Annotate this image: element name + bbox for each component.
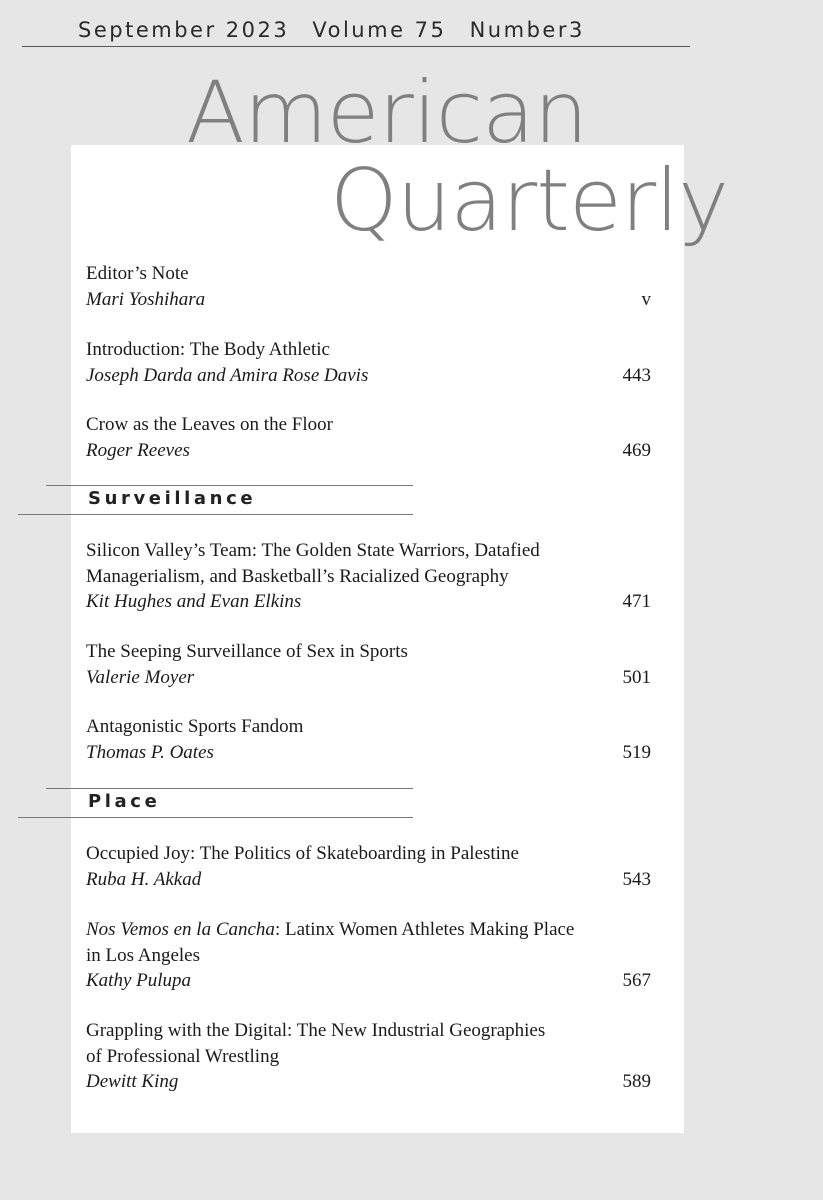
entry-author: Ruba H. Akkad — [86, 868, 202, 890]
entry-title-line2: of Professional Wrestling — [86, 1045, 280, 1067]
entry-page: 471 — [622, 591, 651, 612]
entry-author: Mari Yoshihara — [86, 288, 206, 310]
section-rule-top — [46, 485, 413, 486]
section-heading-place — [18, 788, 413, 818]
toc-entry-seeping-surveillance[interactable] — [86, 639, 651, 690]
entry-page: 469 — [622, 439, 651, 461]
entry-title-line2: in Los Angeles — [86, 944, 200, 966]
entry-title: The Seeping Surveillance of Sex in Sports — [86, 641, 408, 662]
entry-author: Roger Reeves — [86, 439, 190, 461]
entry-page: 567 — [622, 970, 651, 991]
entry-author: Dewitt King — [86, 1071, 179, 1092]
section-label: Surveillance — [88, 488, 257, 509]
issue-volume: Volume 75 — [312, 18, 447, 42]
entry-title-italic: Nos Vemos en la Cancha — [86, 919, 275, 940]
toc-entry-editors-note[interactable] — [86, 261, 651, 312]
entry-title: Editor’s Note — [86, 263, 189, 284]
section-rule-bottom — [18, 514, 413, 515]
entry-page: v — [641, 288, 651, 310]
toc-entry-silicon-valley[interactable] — [86, 538, 651, 615]
entry-title: Antagonistic Sports Fandom — [86, 716, 304, 737]
toc-entry-grappling[interactable] — [86, 1018, 651, 1095]
section-rule-top — [46, 788, 413, 789]
toc-entry-introduction[interactable] — [86, 337, 651, 388]
section-heading-surveillance — [18, 485, 413, 515]
entry-page: 519 — [622, 741, 651, 763]
section-label: Place — [88, 791, 161, 812]
entry-page: 589 — [622, 1071, 651, 1092]
toc-entry-antagonistic-fandom[interactable] — [86, 714, 651, 765]
entry-author: Joseph Darda and Amira Rose Davis — [86, 364, 369, 386]
masthead-american: American — [186, 63, 588, 163]
entry-page: 443 — [622, 364, 651, 386]
section-rule-bottom — [18, 817, 413, 818]
entry-title-line1: Grappling with the Digital: The New Industrial Geographies — [86, 1020, 546, 1041]
entry-title-rest: : Latinx Women Athletes Making Place — [274, 919, 575, 940]
entry-title-line1 — [86, 917, 651, 943]
entry-page: 501 — [622, 666, 651, 688]
entry-title-line1: Silicon Valley’s Team: The Golden State Warriors, Datafied — [86, 540, 540, 561]
toc-entry-crow[interactable] — [86, 412, 651, 463]
entry-title: Crow as the Leaves on the Floor — [86, 414, 333, 435]
entry-author: Kathy Pulupa — [86, 970, 192, 991]
toc-entry-occupied-joy[interactable] — [86, 841, 651, 892]
issue-number: Number3 — [469, 18, 585, 42]
entry-title: Occupied Joy: The Politics of Skateboarding in Palestine — [86, 843, 519, 864]
entry-title-line2: Managerialism, and Basketball’s Racialized Geography — [86, 565, 509, 587]
entry-author: Kit Hughes and Evan Elkins — [86, 591, 302, 612]
entry-author: Valerie Moyer — [86, 666, 195, 688]
toc-entry-nos-vemos[interactable] — [86, 917, 651, 994]
header-rule — [22, 46, 690, 47]
issue-date: September 2023 — [78, 18, 290, 42]
issue-line — [78, 18, 599, 42]
entry-author: Thomas P. Oates — [86, 741, 214, 763]
entry-page: 543 — [622, 868, 651, 890]
masthead-quarterly: Quarterly — [330, 151, 729, 251]
entry-title: Introduction: The Body Athletic — [86, 339, 330, 360]
